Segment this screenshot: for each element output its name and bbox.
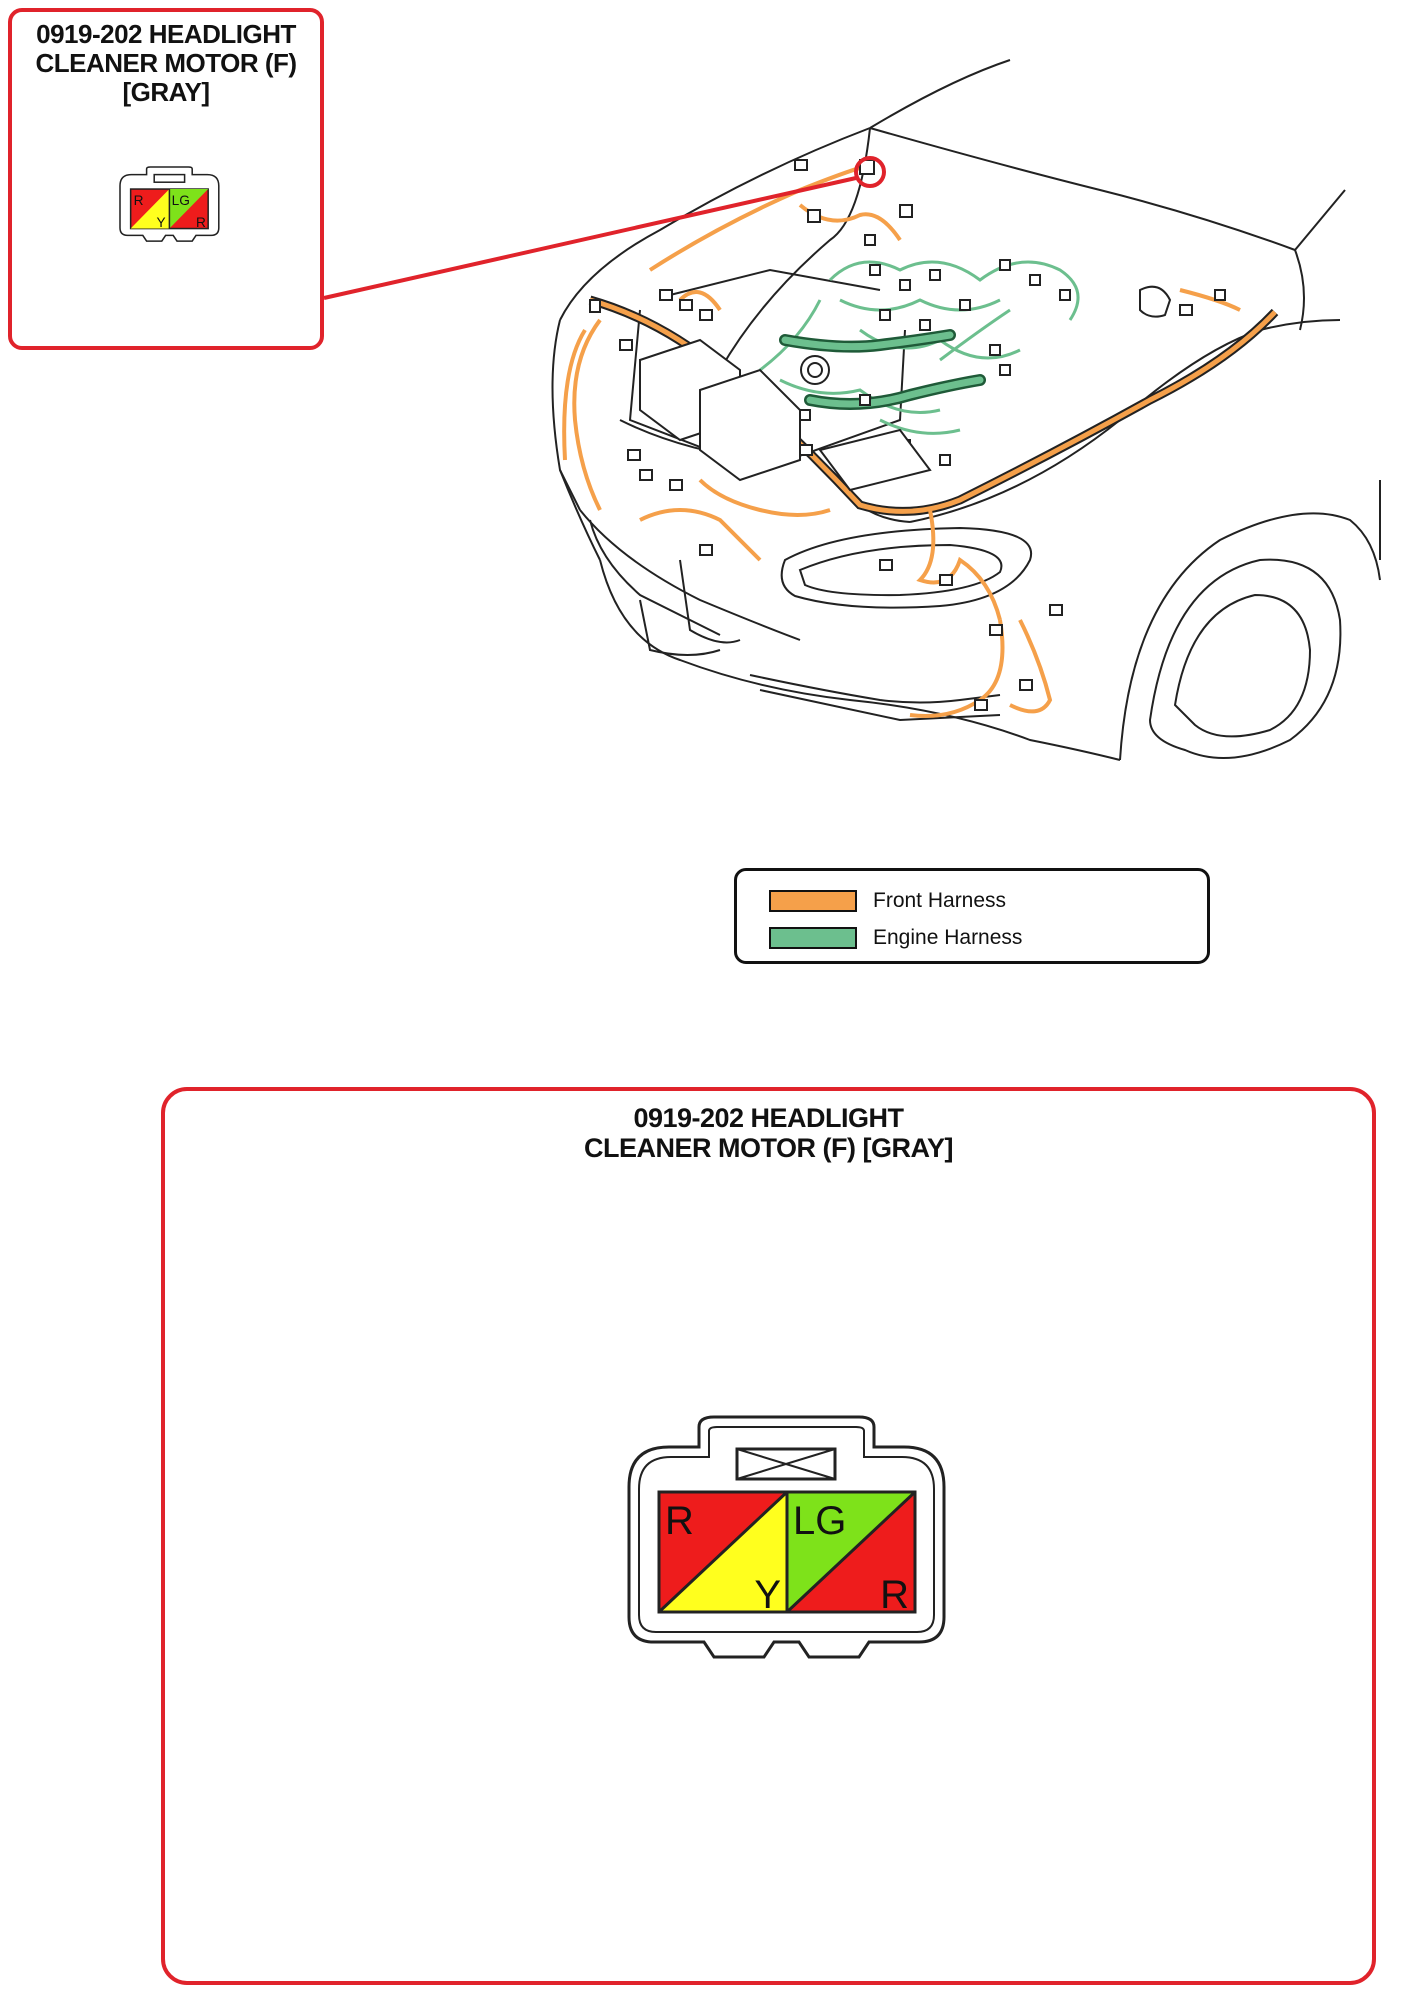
pin-bottom-label: Y xyxy=(754,1573,781,1617)
legend-swatch xyxy=(769,890,857,912)
legend-label: Engine Harness xyxy=(873,926,1023,949)
callout-title-line: 0919-202 HEADLIGHT xyxy=(36,19,296,49)
thumbnail-pin-label: Y xyxy=(156,215,166,231)
engine-bay-components xyxy=(640,287,1170,490)
callout-panel xyxy=(8,8,324,350)
detail-title-line: 0919-202 HEADLIGHT xyxy=(633,1103,904,1133)
connector-face-diagram xyxy=(165,1091,1380,1989)
pin-top-label: LG xyxy=(793,1499,847,1543)
thumbnail-pin-label: LG xyxy=(171,193,190,208)
legend-item-engine-harness xyxy=(769,925,1022,951)
harness-legend xyxy=(734,868,1210,964)
thumbnail-pin-label: R xyxy=(196,215,206,231)
connector-detail-panel xyxy=(161,1087,1376,1985)
detail-title-line: CLEANER MOTOR (F) [GRAY] xyxy=(584,1133,953,1163)
callout-title-line: CLEANER MOTOR (F) xyxy=(35,48,297,78)
legend-swatch xyxy=(769,927,857,949)
pin-top-label: R xyxy=(665,1499,694,1543)
callout-connector-thumbnail xyxy=(12,12,328,354)
legend-item-front-harness xyxy=(769,888,1006,914)
callout-title-line: [GRAY] xyxy=(122,77,210,107)
legend-label: Front Harness xyxy=(873,889,1007,912)
thumbnail-pin-label: R xyxy=(133,193,144,208)
pin-bottom-label: R xyxy=(880,1573,909,1617)
